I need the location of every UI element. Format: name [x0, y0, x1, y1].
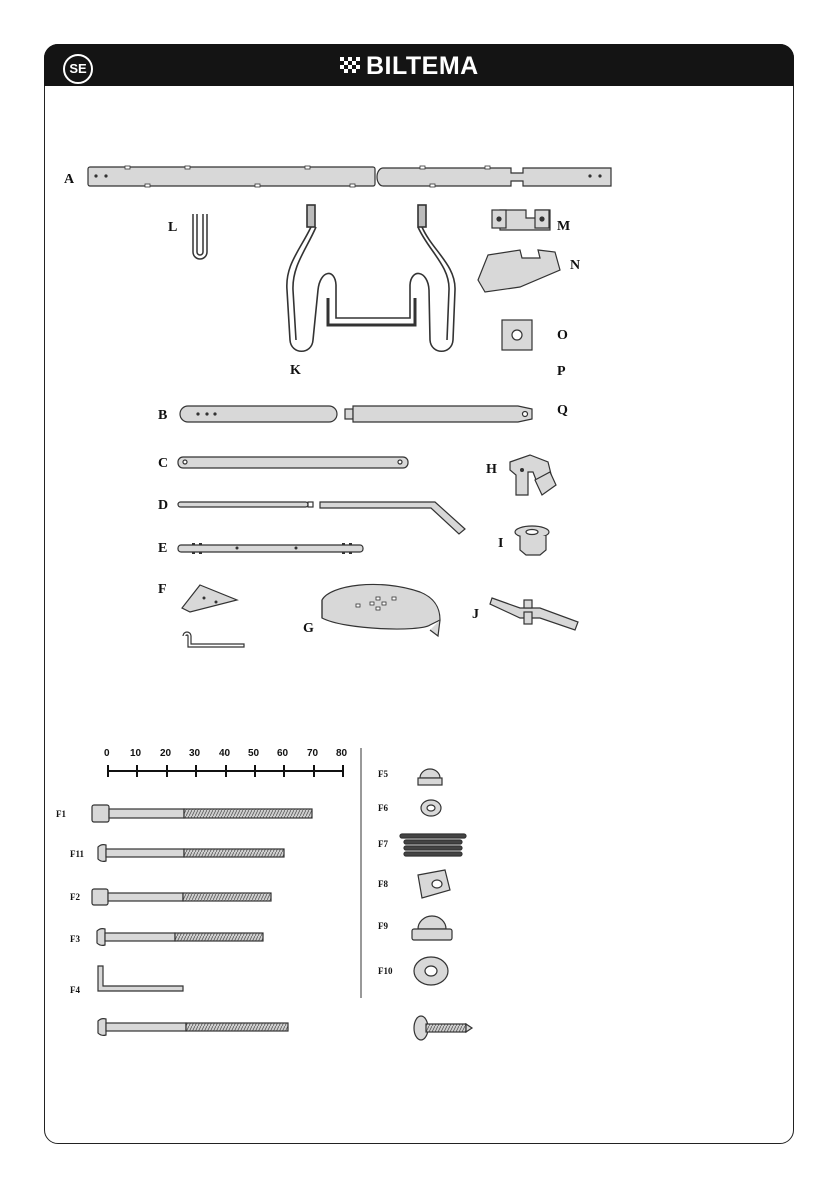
part-label-n: N: [570, 258, 581, 273]
fastener-label-f4: F4: [70, 985, 80, 995]
part-label-d: D: [158, 498, 169, 513]
ruler-tick-10: 10: [130, 748, 142, 759]
ruler-tick-0: 0: [104, 748, 110, 759]
part-label-a: A: [64, 172, 75, 187]
fastener-f8-plate: [418, 870, 450, 898]
ruler-tick-20: 20: [160, 748, 172, 759]
part-k-frame: [287, 205, 455, 351]
part-g-seat: [322, 584, 440, 636]
part-m-bracket: [492, 210, 550, 230]
fastener-f10-washer: [414, 957, 448, 985]
fastener-f7-plug: [400, 834, 466, 856]
fastener-f9-cap-nut: [412, 916, 452, 940]
part-i-cap: [515, 526, 549, 555]
fastener-wood-screw: [414, 1016, 472, 1040]
frame-gap: [404, 1140, 436, 1142]
part-label-c: C: [158, 456, 169, 471]
fastener-f11-bolt: [98, 845, 284, 862]
part-label-p: P: [557, 364, 566, 379]
fastener-label-f1: F1: [56, 809, 66, 819]
part-l-u-pin: [193, 214, 207, 259]
ruler-tick-30: 30: [189, 748, 201, 759]
fastener-f6-washer: [421, 800, 441, 816]
fastener-label-f10: F10: [378, 966, 393, 976]
part-label-j: J: [472, 607, 479, 622]
fastener-label-f3: F3: [70, 934, 80, 944]
brand-name: BILTEMA: [366, 51, 479, 80]
part-label-q: Q: [557, 403, 568, 418]
fastener-label-f9: F9: [378, 921, 388, 931]
part-label-h: H: [486, 462, 497, 477]
fastener-label-f8: F8: [378, 879, 388, 889]
ruler-tick-70: 70: [307, 748, 319, 759]
part-h-connector: [510, 455, 556, 495]
part-label-l: L: [168, 220, 178, 235]
fastener-label-f7: F7: [378, 839, 388, 849]
part-d-rods: [178, 502, 465, 534]
ruler-tick-80: 80: [336, 748, 348, 759]
fastener-label-f5: F5: [378, 769, 388, 779]
fastener-f3-bolt: [97, 929, 263, 946]
part-label-i: I: [498, 536, 504, 551]
fastener-f4-hex-key: [98, 966, 183, 991]
ruler-tick-40: 40: [219, 748, 231, 759]
part-label-b: B: [158, 408, 168, 423]
part-f-bracket: [182, 585, 244, 647]
ruler-tick-50: 50: [248, 748, 260, 759]
fastener-f5-cap-nut: [418, 769, 442, 785]
part-label-f: F: [158, 582, 167, 597]
part-o-square-plate: [502, 320, 532, 350]
scale-ruler: [108, 765, 343, 777]
language-badge: SE: [63, 54, 93, 84]
part-label-g: G: [303, 621, 314, 636]
part-label-k: K: [290, 363, 301, 378]
part-a-rail: [88, 166, 611, 187]
part-label-m: M: [557, 219, 571, 234]
fastener-f1-bolt: [92, 805, 312, 822]
part-label-e: E: [158, 541, 168, 556]
ruler-tick-60: 60: [277, 748, 289, 759]
part-n-plate: [478, 250, 560, 292]
part-b-tube: [180, 406, 337, 422]
fastener-f2-bolt: [92, 889, 271, 905]
fastener-long-bolt: [98, 1019, 288, 1036]
part-c-flat-bar: [178, 457, 408, 468]
fastener-label-f6: F6: [378, 803, 388, 813]
fastener-label-f11: F11: [70, 849, 85, 859]
part-j-knob: [490, 598, 578, 630]
fastener-label-f2: F2: [70, 892, 80, 902]
part-q-tube: [345, 406, 532, 422]
part-e-bar: [178, 543, 363, 554]
part-label-o: O: [557, 328, 568, 343]
